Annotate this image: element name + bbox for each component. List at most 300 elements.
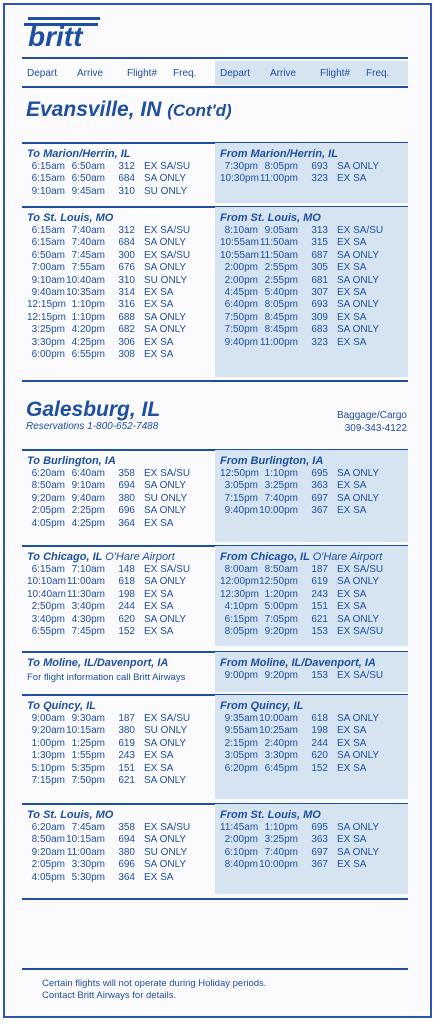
flight-number: 696: [118, 859, 135, 871]
depart-time: 8:50am: [31, 480, 65, 492]
schedule-row: [220, 262, 408, 274]
route-title: From Quincy, IL: [220, 700, 304, 712]
frequency: EX SA/SU: [144, 225, 191, 236]
arrive-time: 9:30am: [71, 713, 105, 724]
frequency: SA ONLY: [144, 173, 187, 185]
schedule-row: [27, 161, 215, 173]
origin-heading: [220, 147, 408, 161]
schedule-row: [220, 493, 408, 505]
origin-heading: [220, 454, 408, 468]
schedule-row: [27, 299, 215, 311]
origin-heading: [220, 656, 408, 670]
frequency: SA ONLY: [144, 576, 187, 588]
depart-time: 4:05pm: [31, 871, 65, 883]
from-column: [215, 546, 408, 646]
flight-number: 309: [311, 311, 328, 323]
schedule-row: [27, 725, 215, 737]
arrive-time: 7:40pm: [264, 492, 298, 504]
flight-number: 198: [311, 725, 328, 737]
flight-number: 619: [118, 737, 135, 749]
divider: [22, 898, 408, 900]
schedule-row: [27, 626, 215, 638]
flight-number: 310: [118, 185, 135, 197]
arrive-time: 7:40am: [71, 237, 105, 249]
flight-number: 244: [311, 737, 328, 749]
footer-note: [42, 978, 266, 1002]
schedule-row: [27, 349, 215, 361]
schedule-row: [27, 337, 215, 349]
to-column: [22, 695, 215, 799]
flight-number: 358: [118, 468, 135, 479]
baggage-info: [337, 409, 407, 435]
depart-time: 11:45am: [220, 822, 259, 833]
depart-time: 9:40am: [31, 286, 65, 298]
flight-number: 620: [311, 750, 328, 762]
depart-time: 9:00pm: [224, 670, 258, 681]
arrive-time: 10:35am: [66, 286, 105, 298]
baggage-phone: 309-343-4122: [344, 423, 407, 434]
flight-number: 187: [118, 713, 135, 724]
frequency: SA ONLY: [144, 834, 187, 846]
city-suffix: (Cont'd): [167, 101, 232, 120]
depart-time: 6:10pm: [224, 846, 258, 858]
destination-heading: [27, 454, 215, 468]
schedule-row: [220, 763, 408, 775]
destination-heading: [27, 211, 215, 225]
schedule-row: [27, 480, 215, 492]
depart-time: 6:55pm: [31, 625, 65, 637]
schedule-row: [27, 324, 215, 336]
depart-time: 10:55am: [220, 249, 259, 261]
schedule-row: [220, 713, 408, 725]
depart-time: 9:00am: [31, 713, 65, 724]
frequency: EX SA: [337, 725, 367, 737]
frequency: SU ONLY: [144, 725, 188, 737]
flight-number: 152: [311, 762, 328, 774]
schedule-row: [27, 250, 215, 262]
schedule-row: [27, 822, 215, 834]
schedule-row: [220, 847, 408, 859]
schedule-row: [27, 614, 215, 626]
depart-time: 6:15am: [31, 237, 65, 249]
flight-number: 313: [311, 225, 328, 236]
depart-time: 7:15pm: [224, 492, 258, 504]
city-heading-evansville: [26, 98, 232, 122]
schedule-row: [27, 576, 215, 588]
arrive-time: 7:10am: [71, 564, 105, 575]
frequency: EX SA: [144, 601, 174, 613]
flight-number: 305: [311, 262, 328, 274]
schedule-row: [27, 275, 215, 287]
depart-time: 2:00pm: [224, 262, 258, 274]
arrive-time: 5:35pm: [71, 762, 105, 774]
schedule-row: [27, 312, 215, 324]
to-column: [22, 652, 215, 692]
arrive-time: 2:25pm: [71, 505, 105, 517]
schedule-row: [27, 738, 215, 750]
flight-number: 187: [311, 564, 328, 575]
schedule-row: [27, 859, 215, 871]
arrive-time: 11:30am: [66, 588, 105, 600]
arrive-time: 8:45pm: [264, 311, 298, 323]
flight-number: 312: [118, 161, 135, 172]
from-column: [215, 652, 408, 692]
arrive-time: 11:00am: [66, 846, 105, 858]
depart-time: 7:15pm: [31, 774, 65, 786]
flight-number: 367: [311, 859, 328, 871]
arrive-time: 6:40am: [71, 468, 105, 479]
flight-number: 619: [311, 576, 328, 588]
schedule-row: [220, 576, 408, 588]
arrive-time: 10:15am: [66, 725, 105, 737]
schedule-row: [220, 738, 408, 750]
schedule-row: [27, 589, 215, 601]
to-column: [22, 546, 215, 646]
route-title: To Moline, IL/Davenport, IA: [27, 657, 169, 669]
depart-time: 9:20am: [31, 846, 65, 858]
frequency: EX SA/SU: [144, 713, 191, 724]
frequency: EX SA: [144, 625, 174, 637]
depart-time: 10:30pm: [220, 173, 259, 185]
schedule-row: [27, 173, 215, 185]
frequency: EX SA: [144, 348, 174, 360]
column-header-right: [215, 61, 408, 85]
arrive-time: 3:25pm: [264, 834, 298, 846]
frequency: EX SA: [337, 588, 367, 600]
route-title: From Burlington, IA: [220, 455, 324, 467]
depart-time: 12:50pm: [220, 468, 259, 479]
flight-number: 618: [118, 576, 135, 588]
arrive-time: 9:20pm: [264, 670, 298, 681]
flight-number: 310: [118, 274, 135, 286]
frequency: EX SA/SU: [337, 225, 384, 236]
from-column: [215, 143, 408, 203]
depart-time: 2:05pm: [31, 505, 65, 517]
flight-number: 153: [311, 625, 328, 637]
flight-number: 380: [118, 725, 135, 737]
flight-number: 300: [118, 249, 135, 261]
destination-heading: [27, 699, 215, 713]
britt-logo: [24, 14, 110, 50]
flight-number: 151: [118, 762, 135, 774]
arrive-time: 10:00pm: [259, 859, 298, 871]
flight-number: 243: [118, 750, 135, 762]
depart-time: 7:00am: [31, 262, 65, 274]
depart-time: 8:10am: [224, 225, 258, 236]
depart-time: 1:00pm: [31, 737, 65, 749]
route-block: [22, 207, 408, 377]
arrive-time: 11:00pm: [259, 173, 298, 185]
flight-number: 687: [311, 249, 328, 261]
svg-text:britt: britt: [28, 21, 83, 50]
arrive-time: 2:55pm: [264, 274, 298, 286]
arrive-time: 7:45pm: [71, 625, 105, 637]
arrive-time: 3:30pm: [264, 750, 298, 762]
flight-number: 148: [118, 564, 135, 575]
depart-time: 3:40pm: [31, 613, 65, 625]
arrive-time: 8:45pm: [264, 324, 298, 336]
arrive-time: 7:40am: [71, 225, 105, 236]
schedule-row: [220, 225, 408, 237]
route-block: [22, 804, 408, 894]
frequency: EX SA/SU: [337, 625, 384, 637]
frequency: EX SA: [337, 505, 367, 517]
schedule-row: [220, 275, 408, 287]
col-flight: Flight#: [127, 67, 158, 79]
route-block: [22, 695, 408, 799]
footer-line: Contact Britt Airways for details.: [42, 990, 177, 1001]
arrive-time: 10:00am: [259, 713, 298, 724]
flight-number: 380: [118, 492, 135, 504]
depart-time: 12:15pm: [27, 299, 66, 311]
flight-number: 358: [118, 822, 135, 833]
flight-number: 364: [118, 517, 135, 529]
frequency: EX SA: [144, 299, 174, 311]
depart-time: 6:50am: [31, 249, 65, 261]
frequency: EX SA/SU: [337, 564, 384, 575]
depart-time: 3:05pm: [224, 480, 258, 492]
frequency: EX SA: [337, 762, 367, 774]
frequency: SA ONLY: [337, 750, 380, 762]
depart-time: 9:10am: [31, 185, 65, 197]
schedule-row: [27, 262, 215, 274]
schedule-row: [220, 725, 408, 737]
arrive-time: 5:40pm: [264, 286, 298, 298]
frequency: SA ONLY: [337, 492, 380, 504]
schedule-row: [220, 750, 408, 762]
arrive-time: 2:40pm: [264, 737, 298, 749]
flight-number: 683: [311, 324, 328, 336]
flight-number: 244: [118, 601, 135, 613]
frequency: SA ONLY: [337, 274, 380, 286]
depart-time: 3:30pm: [31, 336, 65, 348]
airport-note: O'Hare Airport: [105, 551, 175, 563]
frequency: SA ONLY: [144, 737, 187, 749]
frequency: EX SA: [337, 336, 367, 348]
col-freq: Freq.: [366, 67, 390, 79]
schedule-row: [220, 250, 408, 262]
origin-heading: [220, 211, 408, 225]
to-column: [22, 450, 215, 542]
schedule-row: [220, 614, 408, 626]
city-heading-galesburg: [26, 398, 160, 422]
arrive-time: 1:55pm: [71, 750, 105, 762]
depart-time: 6:20pm: [224, 762, 258, 774]
flight-number: 198: [118, 588, 135, 600]
arrive-time: 10:15am: [66, 834, 105, 846]
arrive-time: 6:55pm: [71, 348, 105, 360]
schedule-row: [27, 564, 215, 576]
arrive-time: 11:50am: [259, 237, 298, 249]
schedule-row: [27, 601, 215, 613]
depart-time: 6:15am: [31, 225, 65, 236]
arrive-time: 7:45am: [71, 822, 105, 833]
frequency: EX SA: [337, 237, 367, 249]
frequency: EX SA: [337, 173, 367, 185]
origin-heading: [220, 699, 408, 713]
flight-number: 363: [311, 480, 328, 492]
city-name: Galesburg, IL: [26, 398, 161, 421]
schedule-row: [220, 161, 408, 173]
frequency: SA ONLY: [144, 262, 187, 274]
depart-time: 2:50pm: [31, 601, 65, 613]
depart-time: 9:40pm: [224, 336, 258, 348]
depart-time: 2:05pm: [31, 859, 65, 871]
depart-time: 6:15am: [31, 173, 65, 185]
depart-time: 6:15am: [31, 564, 65, 575]
depart-time: 7:50pm: [224, 311, 258, 323]
flight-number: 307: [311, 286, 328, 298]
depart-time: 4:10pm: [224, 601, 258, 613]
divider: [22, 86, 408, 88]
flight-number: 323: [311, 336, 328, 348]
flight-number: 676: [118, 262, 135, 274]
flight-number: 693: [311, 299, 328, 311]
city-name: Evansville, IN: [26, 98, 162, 121]
arrive-time: 3:40pm: [71, 601, 105, 613]
destination-heading: [27, 808, 215, 822]
frequency: EX SA: [337, 311, 367, 323]
frequency: EX SA: [144, 588, 174, 600]
flight-number: 315: [311, 237, 328, 249]
schedule-row: [27, 713, 215, 725]
schedule-row: [27, 834, 215, 846]
route-title: To St. Louis, MO: [27, 809, 114, 821]
arrive-time: 8:05pm: [264, 299, 298, 311]
flight-number: 684: [118, 237, 135, 249]
frequency: SA ONLY: [337, 324, 380, 336]
divider: [22, 968, 408, 970]
arrive-time: 9:05am: [264, 225, 298, 236]
from-column: [215, 695, 408, 799]
schedule-row: [220, 337, 408, 349]
flight-number: 323: [311, 173, 328, 185]
schedule-row: [27, 493, 215, 505]
route-title: From St. Louis, MO: [220, 212, 321, 224]
flight-number: 621: [118, 774, 135, 786]
to-column: [22, 143, 215, 203]
depart-time: 8:50am: [31, 834, 65, 846]
frequency: EX SA: [144, 286, 174, 298]
frequency: EX SA: [144, 871, 174, 883]
flight-number: 153: [311, 670, 328, 681]
frequency: SA ONLY: [337, 713, 380, 724]
depart-time: 7:30pm: [224, 161, 258, 172]
schedule-row: [220, 626, 408, 638]
arrive-time: 2:55pm: [264, 262, 298, 274]
depart-time: 2:15pm: [224, 737, 258, 749]
flight-number: 695: [311, 822, 328, 833]
schedule-row: [220, 237, 408, 249]
schedule-row: [27, 225, 215, 237]
arrive-time: 8:50am: [264, 564, 298, 575]
frequency: EX SA/SU: [144, 564, 191, 575]
flight-number: 306: [118, 336, 135, 348]
arrive-time: 11:50am: [259, 249, 298, 261]
frequency: SA ONLY: [144, 311, 187, 323]
frequency: EX SA/SU: [144, 161, 191, 172]
schedule-row: [27, 287, 215, 299]
schedule-row: [27, 468, 215, 480]
frequency: SA ONLY: [337, 161, 380, 172]
arrive-time: 4:25pm: [71, 336, 105, 348]
divider: [22, 57, 408, 59]
route-block: [22, 546, 408, 646]
arrive-time: 11:00am: [66, 576, 105, 588]
column-header-left: [22, 61, 215, 85]
arrive-time: 6:45pm: [264, 762, 298, 774]
schedule-row: [27, 518, 215, 530]
frequency: EX SA/SU: [144, 249, 191, 261]
depart-time: 12:00pm: [220, 576, 259, 588]
schedule-row: [27, 872, 215, 884]
column-header-bar: [22, 61, 408, 85]
depart-time: 10:55am: [220, 237, 259, 249]
depart-time: 10:10am: [27, 576, 66, 588]
airport-note: O'Hare Airport: [312, 551, 383, 563]
schedule-row: [220, 505, 408, 517]
schedule-row: [220, 601, 408, 613]
arrive-time: 9:20pm: [264, 625, 298, 637]
arrive-time: 9:40am: [71, 492, 105, 504]
schedule-row: [220, 173, 408, 185]
frequency: EX SA: [144, 517, 174, 529]
route-title: From Marion/Herrin, IL: [220, 148, 338, 160]
origin-heading: [220, 808, 408, 822]
frequency: EX SA: [337, 286, 367, 298]
schedule-row: [220, 324, 408, 336]
frequency: SA ONLY: [337, 468, 380, 479]
frequency: EX SA: [337, 737, 367, 749]
col-arrive: Arrive: [270, 67, 297, 79]
frequency: EX SA: [144, 336, 174, 348]
frequency: EX SA: [337, 859, 367, 871]
arrive-time: 9:10am: [71, 480, 105, 492]
schedule-row: [220, 859, 408, 871]
destination-heading: [27, 656, 215, 670]
depart-time: 8:40pm: [224, 859, 258, 871]
depart-time: 6:40pm: [224, 299, 258, 311]
col-depart: Depart: [27, 67, 58, 79]
depart-time: 6:15am: [31, 161, 65, 172]
arrive-time: 10:25am: [259, 725, 298, 737]
origin-heading: [220, 550, 408, 564]
baggage-label: Baggage/Cargo: [336, 410, 407, 421]
flight-number: 697: [311, 492, 328, 504]
schedule-row: [220, 287, 408, 299]
route-title: From St. Louis, MO: [220, 809, 321, 821]
depart-time: 6:20am: [31, 468, 65, 479]
frequency: EX SA/SU: [144, 468, 191, 479]
frequency: SA ONLY: [144, 774, 187, 786]
schedule-row: [220, 834, 408, 846]
schedule-row: [220, 312, 408, 324]
frequency: SA ONLY: [144, 237, 187, 249]
flight-number: 693: [311, 161, 328, 172]
depart-time: 6:00pm: [31, 348, 65, 360]
arrive-time: 1:25pm: [71, 737, 105, 749]
frequency: SA ONLY: [144, 505, 187, 517]
frequency: SA ONLY: [337, 822, 380, 833]
arrive-time: 1:10pm: [71, 311, 105, 323]
arrive-time: 10:40am: [66, 274, 105, 286]
flight-number: 694: [118, 480, 135, 492]
arrive-time: 8:05pm: [264, 161, 298, 172]
frequency: SU ONLY: [144, 274, 188, 286]
arrive-time: 10:00pm: [259, 505, 298, 517]
depart-time: 5:10pm: [31, 762, 65, 774]
flight-number: 312: [118, 225, 135, 236]
